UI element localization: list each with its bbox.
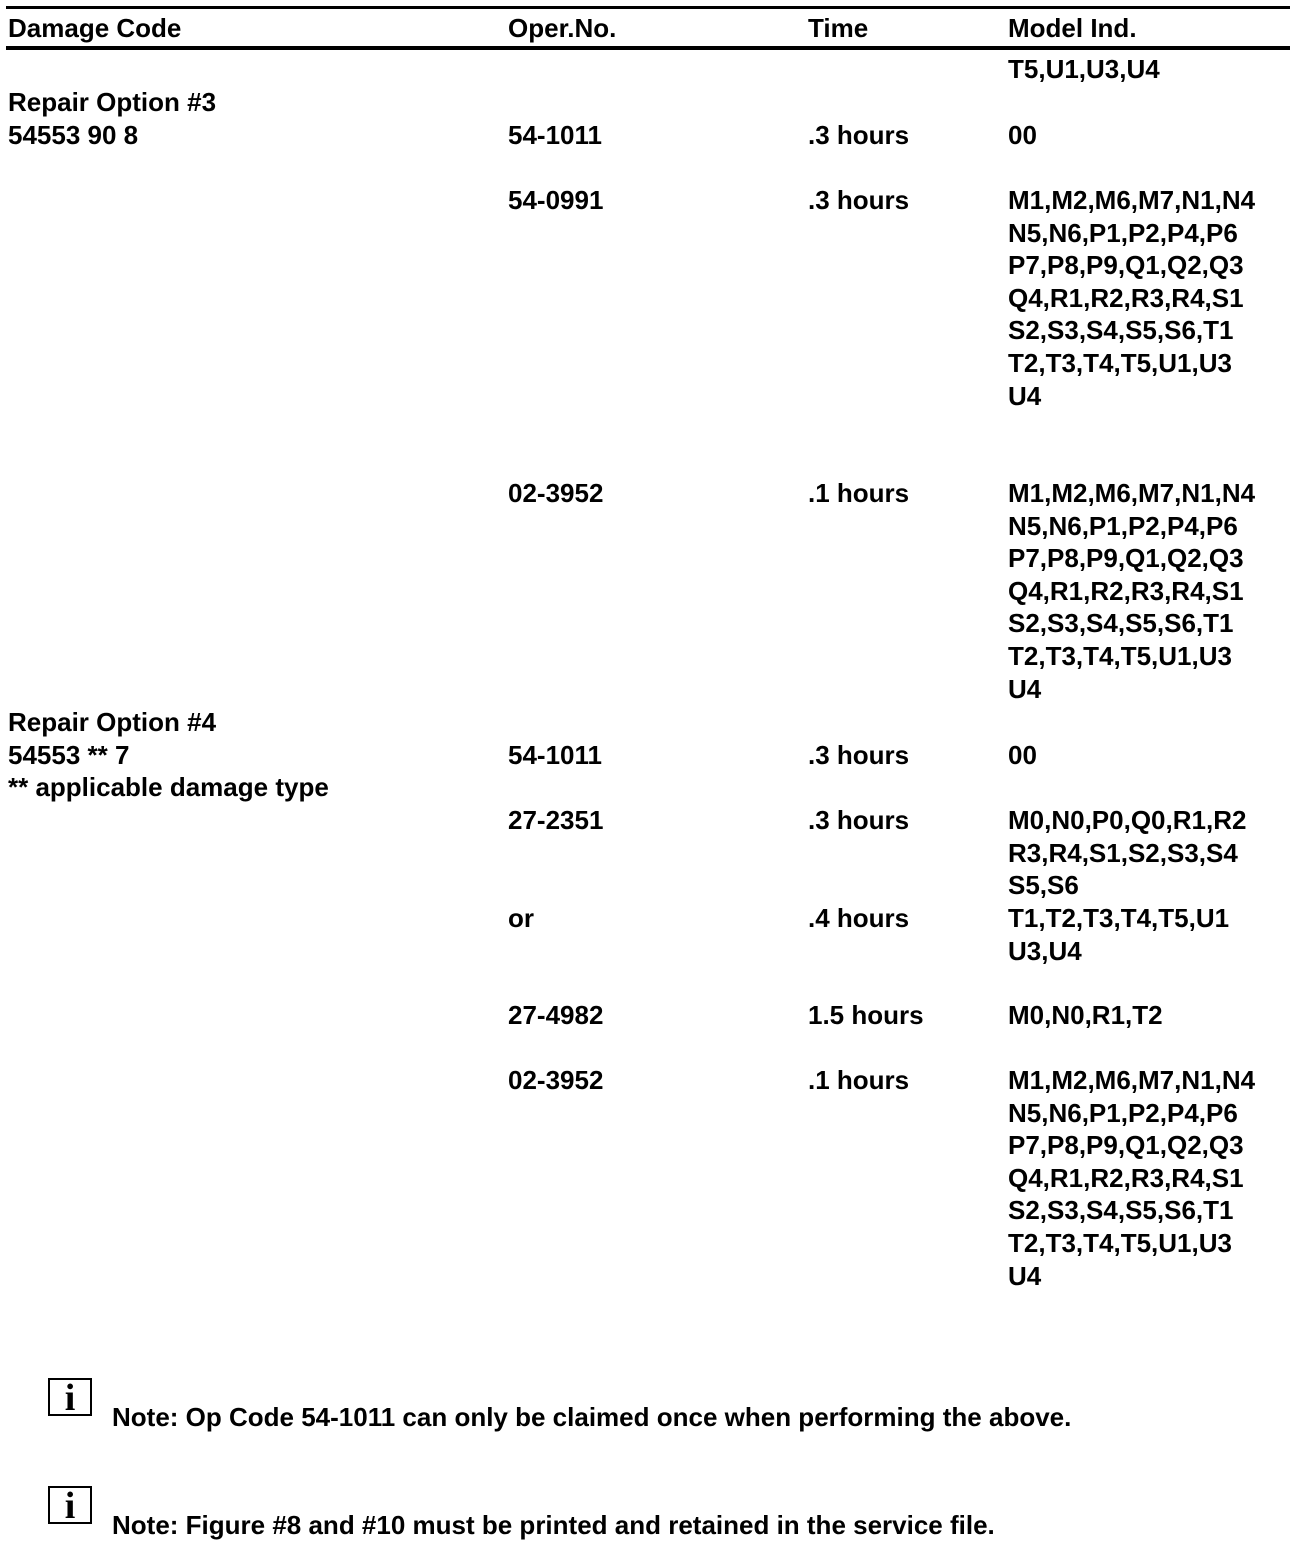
header-top-rule bbox=[6, 6, 1290, 9]
header-oper-no: Oper.No. bbox=[508, 13, 617, 43]
opt3-op2-time: .3 hours bbox=[808, 185, 910, 215]
opt4-op4-time: 1.5 hours bbox=[808, 1000, 924, 1030]
note-2-text: Note: Figure #8 and #10 must be printed and retained in the service file. bbox=[112, 1510, 995, 1540]
header-damage-code: Damage Code bbox=[8, 13, 182, 43]
opt3-op2-oper: 54-0991 bbox=[508, 185, 604, 215]
opt3-op3-models: M1,M2,M6,M7,N1,N4 N5,N6,P1,P2,P4,P6 P7,P8,P9,Q1,Q2,Q3 Q4,R1,R2,R3,R4,S1 S2,S3,S4,S5,S6,T1 T2,T3,T4,T5,U1,U3 U4 bbox=[1008, 478, 1256, 704]
repair-option-3-code: 54553 90 8 bbox=[8, 120, 139, 150]
opt4-op3-oper: or bbox=[508, 903, 534, 933]
opt3-op1-oper: 54-1011 bbox=[508, 120, 602, 150]
opt4-op4-models: M0,N0,R1,T2 bbox=[1008, 1000, 1163, 1030]
opt4-op5-time: .1 hours bbox=[808, 1065, 910, 1095]
opt4-op1-models: 00 bbox=[1008, 740, 1037, 770]
header-model-ind: Model Ind. bbox=[1008, 13, 1137, 43]
continued-model-list: T5,U1,U3,U4 bbox=[1008, 54, 1160, 84]
opt4-op3-time: .4 hours bbox=[808, 903, 910, 933]
opt3-op1-models: 00 bbox=[1008, 120, 1037, 150]
repair-option-3-title: Repair Option #3 bbox=[8, 87, 217, 117]
opt4-op2-oper: 27-2351 bbox=[508, 805, 604, 835]
opt3-op1-time: .3 hours bbox=[808, 120, 910, 150]
repair-option-4-note: ** applicable damage type bbox=[8, 772, 329, 802]
opt4-op1-oper: 54-1011 bbox=[508, 740, 602, 770]
opt3-op3-oper: 02-3952 bbox=[508, 478, 604, 508]
opt4-op1-time: .3 hours bbox=[808, 740, 910, 770]
opt4-op5-models: M1,M2,M6,M7,N1,N4 N5,N6,P1,P2,P4,P6 P7,P8,P9,Q1,Q2,Q3 Q4,R1,R2,R3,R4,S1 S2,S3,S4,S5,S6,T1 T2,T3,T4,T5,U1,U3 U4 bbox=[1008, 1065, 1256, 1291]
opt4-op5-oper: 02-3952 bbox=[508, 1065, 604, 1095]
info-icon: i bbox=[48, 1486, 92, 1524]
opt4-op2-models: M0,N0,P0,Q0,R1,R2 R3,R4,S1,S2,S3,S4 S5,S6 bbox=[1008, 805, 1247, 901]
info-icon: i bbox=[48, 1378, 92, 1416]
opt4-op3-models: T1,T2,T3,T4,T5,U1 U3,U4 bbox=[1008, 903, 1230, 966]
opt4-op4-oper: 27-4982 bbox=[508, 1000, 604, 1030]
opt3-op3-time: .1 hours bbox=[808, 478, 910, 508]
header-bottom-rule bbox=[6, 46, 1290, 50]
note-1-text: Note: Op Code 54-1011 can only be claimed once when performing the above. bbox=[112, 1402, 1072, 1432]
repair-option-4-title: Repair Option #4 bbox=[8, 707, 217, 737]
header-time: Time bbox=[808, 13, 869, 43]
opt3-op2-models: M1,M2,M6,M7,N1,N4 N5,N6,P1,P2,P4,P6 P7,P8,P9,Q1,Q2,Q3 Q4,R1,R2,R3,R4,S1 S2,S3,S4,S5,S6,T1 T2,T3,T4,T5,U1,U3 U4 bbox=[1008, 185, 1256, 411]
opt4-op2-time: .3 hours bbox=[808, 805, 910, 835]
repair-option-4-code: 54553 ** 7 bbox=[8, 740, 130, 770]
